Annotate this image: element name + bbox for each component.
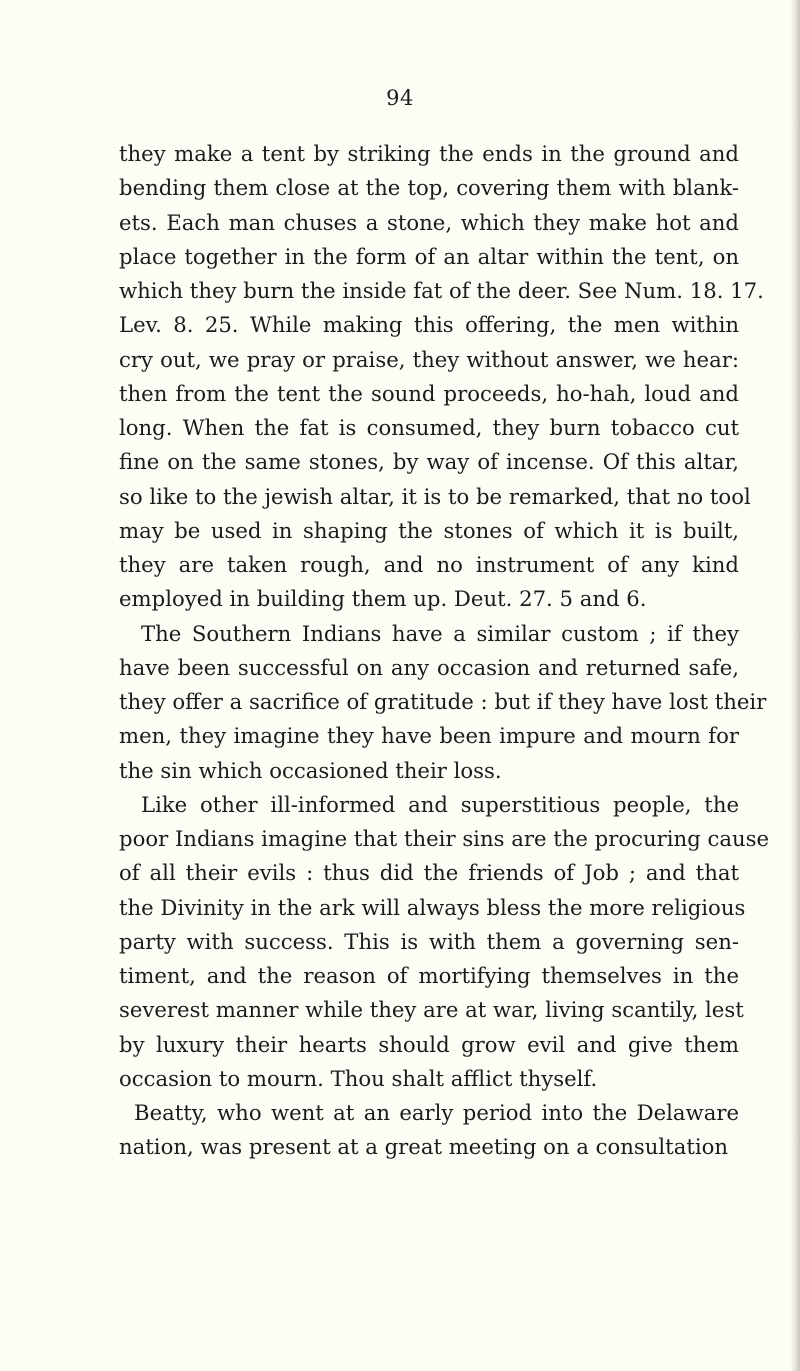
text-line: The Southern Indians have a similar custom ; if they <box>141 620 739 646</box>
text-line: employed in building them up. Deut. 27. 5 and 6. <box>119 586 647 612</box>
text-line: occasion to mourn. Thou shalt afflict thyself. <box>119 1065 598 1091</box>
page-edge-shadow <box>790 0 800 1371</box>
text-line: cry out, we pray or praise, they without answer, we hear: <box>119 346 739 372</box>
text-line: have been successful on any occasion and returned safe, <box>119 654 739 680</box>
text-line: the sin which occasioned their loss. <box>119 757 502 783</box>
text-line: bending them close at the top, covering them with blank- <box>119 175 739 201</box>
text-line: place together in the form of an altar within the tent, on <box>119 243 739 269</box>
text-line: men, they imagine they have been impure and mourn for <box>119 723 739 749</box>
text-line: they are taken rough, and no instrument of any kind <box>119 552 739 577</box>
text-line: ets. Each man chuses a stone, which they make hot and <box>119 209 739 235</box>
text-line: party with success. This is with them a governing sen- <box>119 928 739 954</box>
text-line: they make a tent by striking the ends in the ground and <box>119 141 739 166</box>
text-line: Like other ill-informed and superstitious people, the <box>141 791 739 817</box>
text-line: timent, and the reason of mortifying themselves in the <box>119 963 739 988</box>
text-line: may be used in shaping the stones of which it is built, <box>119 517 739 543</box>
text-line: then from the tent the sound proceeds, ho-hah, loud and <box>119 380 739 406</box>
text-line: of all their evils : thus did the friends of Job ; and that <box>119 860 739 886</box>
text-line: the Divinity in the ark will always bless the more religious <box>119 894 746 920</box>
text-line: so like to the jewish altar, it is to be remarked, that no tool <box>119 483 751 509</box>
text-line: by luxury their hearts should grow evil and give them <box>119 1031 739 1057</box>
text-line: fine on the same stones, by way of incense. Of this altar, <box>119 449 739 475</box>
text-line: nation, was present at a great meeting on a consultation <box>119 1134 729 1160</box>
text-line: Beatty, who went at an early period into the Delaware <box>134 1100 739 1125</box>
text-line: they offer a sacrifice of gratitude : but if they have lost their <box>119 689 767 714</box>
text-line: which they burn the inside fat of the deer. See Num. 18. 17. <box>119 278 764 303</box>
text-line: poor Indians imagine that their sins are the procuring cause <box>119 826 770 851</box>
text-line: Lev. 8. 25. While making this offering, the men within <box>119 312 739 338</box>
page-number: 94 <box>386 86 414 110</box>
text-line: long. When the fat is consumed, they burn tobacco cut <box>119 415 739 440</box>
body-text <box>119 137 770 1165</box>
text-line: severest manner while they are at war, living scantily, lest <box>119 997 744 1023</box>
